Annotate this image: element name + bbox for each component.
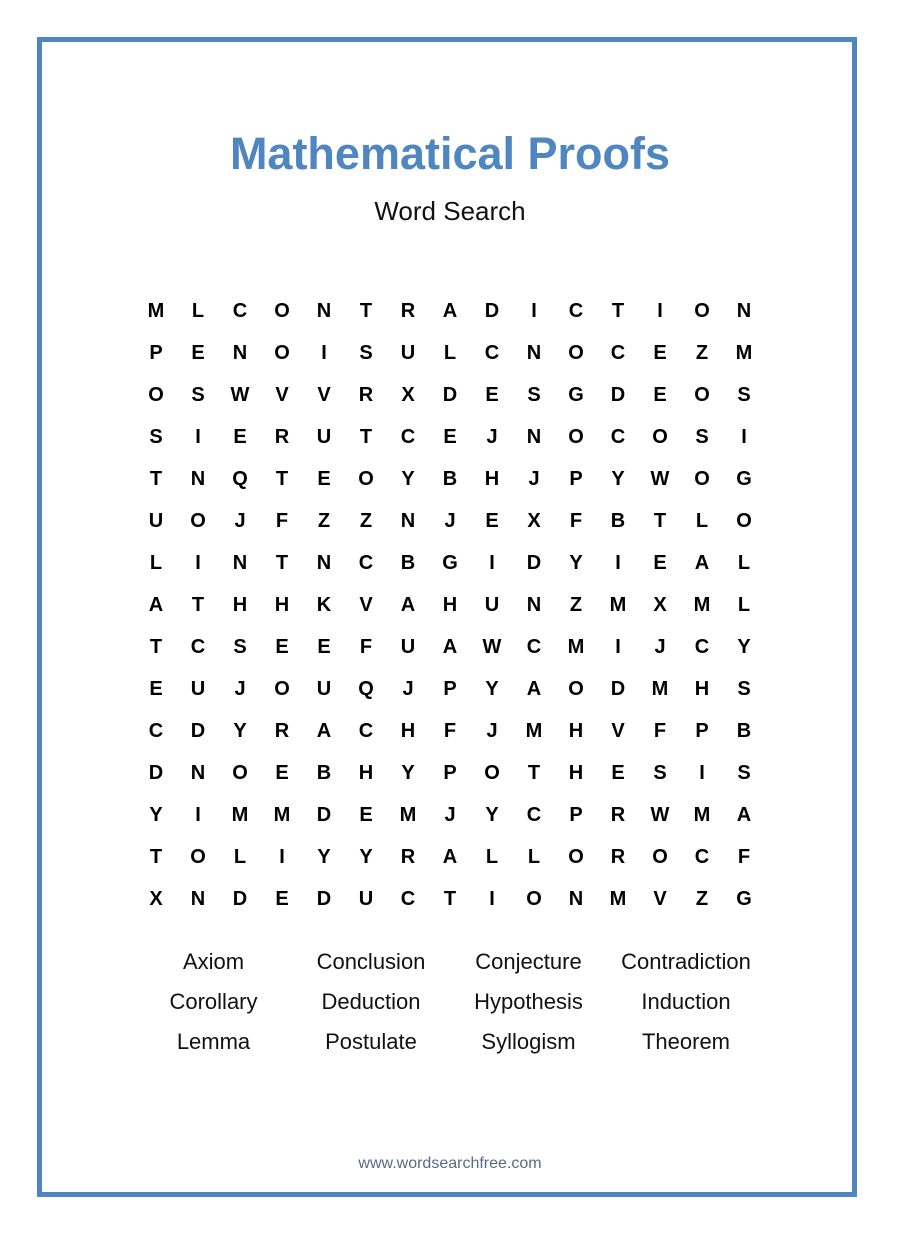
grid-cell: C bbox=[148, 719, 164, 742]
letter-grid bbox=[135, 290, 765, 920]
grid-cell: C bbox=[358, 551, 374, 574]
grid-cell: M bbox=[273, 803, 291, 826]
grid-cell: U bbox=[190, 677, 206, 700]
grid-cell: O bbox=[568, 677, 584, 700]
grid-cell: J bbox=[444, 509, 456, 532]
grid-cell: O bbox=[484, 761, 500, 784]
grid-cell: V bbox=[653, 887, 667, 910]
grid-cell: L bbox=[527, 845, 541, 868]
grid-cell: I bbox=[195, 551, 201, 574]
grid-cell: D bbox=[442, 383, 458, 406]
grid-cell: O bbox=[694, 299, 710, 322]
grid-cell: M bbox=[609, 593, 627, 616]
grid-cell: W bbox=[650, 467, 670, 490]
grid-cell: H bbox=[274, 593, 290, 616]
grid-cell: M bbox=[609, 887, 627, 910]
grid-cell: T bbox=[149, 467, 163, 490]
word-item: Postulate bbox=[325, 1029, 417, 1054]
grid-cell: O bbox=[274, 299, 290, 322]
grid-cell: I bbox=[615, 635, 621, 658]
grid-cell: S bbox=[737, 677, 751, 700]
grid-cell: X bbox=[401, 383, 415, 406]
grid-cell: F bbox=[737, 845, 751, 868]
grid-cell: Z bbox=[695, 341, 709, 364]
grid-cell: U bbox=[316, 677, 332, 700]
grid-cell: T bbox=[275, 467, 289, 490]
grid-cell: Y bbox=[359, 845, 373, 868]
grid-cell: O bbox=[694, 467, 710, 490]
word-item: Theorem bbox=[641, 1029, 731, 1054]
grid-cell: W bbox=[482, 635, 502, 658]
grid-cell: J bbox=[402, 677, 414, 700]
grid-cell: E bbox=[485, 509, 499, 532]
grid-cell: E bbox=[653, 551, 667, 574]
grid-cell: P bbox=[695, 719, 709, 742]
grid-cell: O bbox=[190, 845, 206, 868]
grid-cell: N bbox=[190, 467, 206, 490]
grid-cell: O bbox=[274, 677, 290, 700]
grid-cell: X bbox=[653, 593, 667, 616]
footer-url[interactable]: www.wordsearchfree.com bbox=[358, 1155, 542, 1172]
grid-cell: B bbox=[610, 509, 626, 532]
grid-cell: M bbox=[693, 593, 711, 616]
word-list bbox=[135, 942, 765, 1062]
grid-cell: C bbox=[610, 341, 626, 364]
grid-cell: L bbox=[149, 551, 163, 574]
grid-cell: N bbox=[232, 341, 248, 364]
grid-cell: U bbox=[358, 887, 374, 910]
grid-cell: Z bbox=[359, 509, 373, 532]
grid-cell: E bbox=[233, 425, 247, 448]
grid-cell: L bbox=[737, 551, 751, 574]
grid-cell: V bbox=[611, 719, 625, 742]
grid-cell: E bbox=[149, 677, 163, 700]
grid-cell: B bbox=[316, 761, 332, 784]
grid-cell: M bbox=[567, 635, 585, 658]
grid-cell: N bbox=[526, 425, 542, 448]
grid-cell: N bbox=[526, 341, 542, 364]
grid-cell: S bbox=[359, 341, 373, 364]
grid-cell: A bbox=[148, 593, 164, 616]
grid-cell: R bbox=[274, 719, 290, 742]
grid-cell: D bbox=[316, 887, 332, 910]
grid-cell: U bbox=[400, 341, 416, 364]
grid-cell: U bbox=[148, 509, 164, 532]
page-subtitle: Word Search bbox=[374, 196, 526, 226]
grid-cell: W bbox=[650, 803, 670, 826]
grid-cell: J bbox=[486, 719, 498, 742]
word-item: Lemma bbox=[176, 1029, 251, 1054]
grid-cell: Y bbox=[569, 551, 583, 574]
grid-cell: S bbox=[191, 383, 205, 406]
grid-cell: I bbox=[615, 551, 621, 574]
grid-cell: T bbox=[443, 887, 457, 910]
grid-cell: A bbox=[694, 551, 710, 574]
grid-cell: L bbox=[485, 845, 499, 868]
grid-cell: C bbox=[694, 845, 710, 868]
grid-cell: A bbox=[400, 593, 416, 616]
grid-cell: A bbox=[526, 677, 542, 700]
grid-cell: I bbox=[489, 551, 495, 574]
grid-cell: T bbox=[191, 593, 205, 616]
word-item: Deduction bbox=[321, 989, 421, 1014]
grid-cell: M bbox=[399, 803, 417, 826]
grid-cell: Y bbox=[611, 467, 625, 490]
grid-cell: N bbox=[526, 593, 542, 616]
grid-cell: O bbox=[694, 383, 710, 406]
grid-cell: R bbox=[400, 299, 416, 322]
grid-cell: C bbox=[526, 803, 542, 826]
grid-cell: M bbox=[525, 719, 543, 742]
grid-cell: D bbox=[148, 761, 164, 784]
grid-cell: O bbox=[148, 383, 164, 406]
grid-cell: S bbox=[653, 761, 667, 784]
grid-cell: O bbox=[568, 845, 584, 868]
grid-cell: Z bbox=[569, 593, 583, 616]
grid-cell: A bbox=[442, 299, 458, 322]
grid-cell: E bbox=[653, 341, 667, 364]
grid-cell: A bbox=[442, 845, 458, 868]
grid-cell: T bbox=[275, 551, 289, 574]
grid-cell: I bbox=[699, 761, 705, 784]
grid-cell: Y bbox=[737, 635, 751, 658]
grid-cell: F bbox=[653, 719, 667, 742]
grid-cell: L bbox=[233, 845, 247, 868]
grid-cell: T bbox=[611, 299, 625, 322]
grid-cell: B bbox=[400, 551, 416, 574]
grid-cell: R bbox=[610, 845, 626, 868]
grid-cell: E bbox=[359, 803, 373, 826]
grid-cell: S bbox=[233, 635, 247, 658]
grid-cell: A bbox=[442, 635, 458, 658]
grid-cell: N bbox=[190, 887, 206, 910]
grid-cell: P bbox=[149, 341, 163, 364]
word-item: Corollary bbox=[169, 989, 258, 1014]
grid-cell: C bbox=[358, 719, 374, 742]
grid-cell: J bbox=[486, 425, 498, 448]
grid-cell: M bbox=[147, 299, 165, 322]
grid-cell: G bbox=[736, 887, 752, 910]
grid-cell: B bbox=[442, 467, 458, 490]
grid-cell: F bbox=[359, 635, 373, 658]
grid-cell: T bbox=[149, 845, 163, 868]
word-item: Conjecture bbox=[475, 949, 582, 974]
grid-cell: P bbox=[443, 677, 457, 700]
grid-cell: U bbox=[484, 593, 500, 616]
grid-cell: N bbox=[316, 551, 332, 574]
grid-cell: D bbox=[232, 887, 248, 910]
grid-cell: H bbox=[694, 677, 710, 700]
grid-cell: R bbox=[274, 425, 290, 448]
grid-cell: C bbox=[190, 635, 206, 658]
grid-cell: O bbox=[736, 509, 752, 532]
grid-cell: C bbox=[694, 635, 710, 658]
grid-cell: E bbox=[275, 761, 289, 784]
grid-cell: H bbox=[568, 719, 584, 742]
grid-cell: N bbox=[736, 299, 752, 322]
grid-cell: N bbox=[568, 887, 584, 910]
word-item: Induction bbox=[641, 989, 731, 1014]
grid-cell: C bbox=[484, 341, 500, 364]
grid-cell: J bbox=[444, 803, 456, 826]
grid-cell: J bbox=[654, 635, 666, 658]
grid-cell: I bbox=[321, 341, 327, 364]
page-title: Mathematical Proofs bbox=[229, 128, 671, 179]
grid-cell: D bbox=[610, 383, 626, 406]
grid-cell: M bbox=[735, 341, 753, 364]
grid-cell: T bbox=[527, 761, 541, 784]
grid-cell: E bbox=[443, 425, 457, 448]
grid-cell: O bbox=[526, 887, 542, 910]
grid-cell: E bbox=[317, 635, 331, 658]
grid-cell: M bbox=[693, 803, 711, 826]
grid-cell: T bbox=[653, 509, 667, 532]
grid-cell: D bbox=[610, 677, 626, 700]
grid-cell: T bbox=[149, 635, 163, 658]
grid-cell: B bbox=[736, 719, 752, 742]
grid-cell: Y bbox=[485, 803, 499, 826]
grid-cell: S bbox=[527, 383, 541, 406]
grid-cell: O bbox=[652, 425, 668, 448]
grid-cell: N bbox=[316, 299, 332, 322]
grid-cell: S bbox=[737, 761, 751, 784]
grid-cell: O bbox=[568, 341, 584, 364]
grid-cell: N bbox=[190, 761, 206, 784]
grid-cell: J bbox=[234, 509, 246, 532]
grid-cell: V bbox=[317, 383, 331, 406]
grid-cell: U bbox=[316, 425, 332, 448]
grid-cell: M bbox=[651, 677, 669, 700]
grid-cell: T bbox=[359, 425, 373, 448]
grid-cell: H bbox=[400, 719, 416, 742]
word-item: Axiom bbox=[182, 949, 245, 974]
grid-cell: F bbox=[443, 719, 457, 742]
grid-cell: C bbox=[526, 635, 542, 658]
grid-cell: X bbox=[527, 509, 541, 532]
grid-cell: O bbox=[652, 845, 668, 868]
grid-cell: I bbox=[195, 803, 201, 826]
grid-cell: E bbox=[275, 635, 289, 658]
grid-cell: O bbox=[274, 341, 290, 364]
grid-cell: F bbox=[569, 509, 583, 532]
grid-cell: Y bbox=[233, 719, 247, 742]
grid-cell: D bbox=[316, 803, 332, 826]
grid-cell: I bbox=[489, 887, 495, 910]
grid-cell: Q bbox=[232, 467, 248, 490]
grid-cell: S bbox=[695, 425, 709, 448]
grid-cell: Y bbox=[317, 845, 331, 868]
grid-cell: U bbox=[400, 635, 416, 658]
grid-cell: L bbox=[443, 341, 457, 364]
grid-cell: L bbox=[737, 593, 751, 616]
grid-cell: S bbox=[149, 425, 163, 448]
grid-cell: P bbox=[569, 803, 583, 826]
grid-cell: C bbox=[232, 299, 248, 322]
grid-cell: N bbox=[232, 551, 248, 574]
grid-cell: O bbox=[358, 467, 374, 490]
grid-cell: D bbox=[526, 551, 542, 574]
grid-cell: N bbox=[400, 509, 416, 532]
grid-cell: H bbox=[484, 467, 500, 490]
grid-cell: E bbox=[611, 761, 625, 784]
grid-cell: H bbox=[568, 761, 584, 784]
grid-cell: C bbox=[610, 425, 626, 448]
grid-cell: E bbox=[653, 383, 667, 406]
grid-cell: Y bbox=[401, 761, 415, 784]
grid-cell: I bbox=[657, 299, 663, 322]
grid-cell: F bbox=[275, 509, 289, 532]
grid-cell: V bbox=[359, 593, 373, 616]
grid-cell: P bbox=[443, 761, 457, 784]
grid-cell: O bbox=[190, 509, 206, 532]
grid-cell: I bbox=[741, 425, 747, 448]
grid-cell: I bbox=[195, 425, 201, 448]
grid-cell: X bbox=[149, 887, 163, 910]
grid-cell: R bbox=[358, 383, 374, 406]
grid-cell: A bbox=[736, 803, 752, 826]
grid-cell: E bbox=[485, 383, 499, 406]
grid-cell: R bbox=[400, 845, 416, 868]
grid-cell: D bbox=[484, 299, 500, 322]
grid-cell: C bbox=[400, 425, 416, 448]
grid-cell: H bbox=[358, 761, 374, 784]
grid-cell: G bbox=[568, 383, 584, 406]
grid-cell: E bbox=[317, 467, 331, 490]
grid-cell: J bbox=[234, 677, 246, 700]
grid-cell: S bbox=[737, 383, 751, 406]
grid-cell: Y bbox=[401, 467, 415, 490]
grid-cell: P bbox=[569, 467, 583, 490]
grid-cell: Z bbox=[695, 887, 709, 910]
grid-cell: T bbox=[359, 299, 373, 322]
grid-cell: E bbox=[191, 341, 205, 364]
word-item: Conclusion bbox=[316, 949, 426, 974]
word-item: Hypothesis bbox=[474, 989, 583, 1014]
grid-cell: I bbox=[531, 299, 537, 322]
grid-cell: W bbox=[230, 383, 250, 406]
grid-cell: Y bbox=[485, 677, 499, 700]
grid-cell: Q bbox=[358, 677, 374, 700]
grid-cell: L bbox=[191, 299, 205, 322]
word-item: Syllogism bbox=[481, 1029, 576, 1054]
grid-cell: O bbox=[232, 761, 248, 784]
grid-cell: C bbox=[568, 299, 584, 322]
grid-cell: G bbox=[736, 467, 752, 490]
grid-cell: R bbox=[610, 803, 626, 826]
grid-cell: V bbox=[275, 383, 289, 406]
grid-cell: A bbox=[316, 719, 332, 742]
grid-cell: G bbox=[442, 551, 458, 574]
grid-cell: C bbox=[400, 887, 416, 910]
grid-cell: K bbox=[316, 593, 332, 616]
grid-cell: H bbox=[442, 593, 458, 616]
grid-cell: E bbox=[275, 887, 289, 910]
grid-cell: M bbox=[231, 803, 249, 826]
word-item: Contradiction bbox=[621, 949, 751, 974]
grid-cell: Y bbox=[149, 803, 163, 826]
grid-cell: D bbox=[190, 719, 206, 742]
grid-cell: L bbox=[695, 509, 709, 532]
grid-cell: J bbox=[528, 467, 540, 490]
grid-cell: Z bbox=[317, 509, 331, 532]
grid-cell: O bbox=[568, 425, 584, 448]
grid-cell: H bbox=[232, 593, 248, 616]
grid-cell: I bbox=[279, 845, 285, 868]
